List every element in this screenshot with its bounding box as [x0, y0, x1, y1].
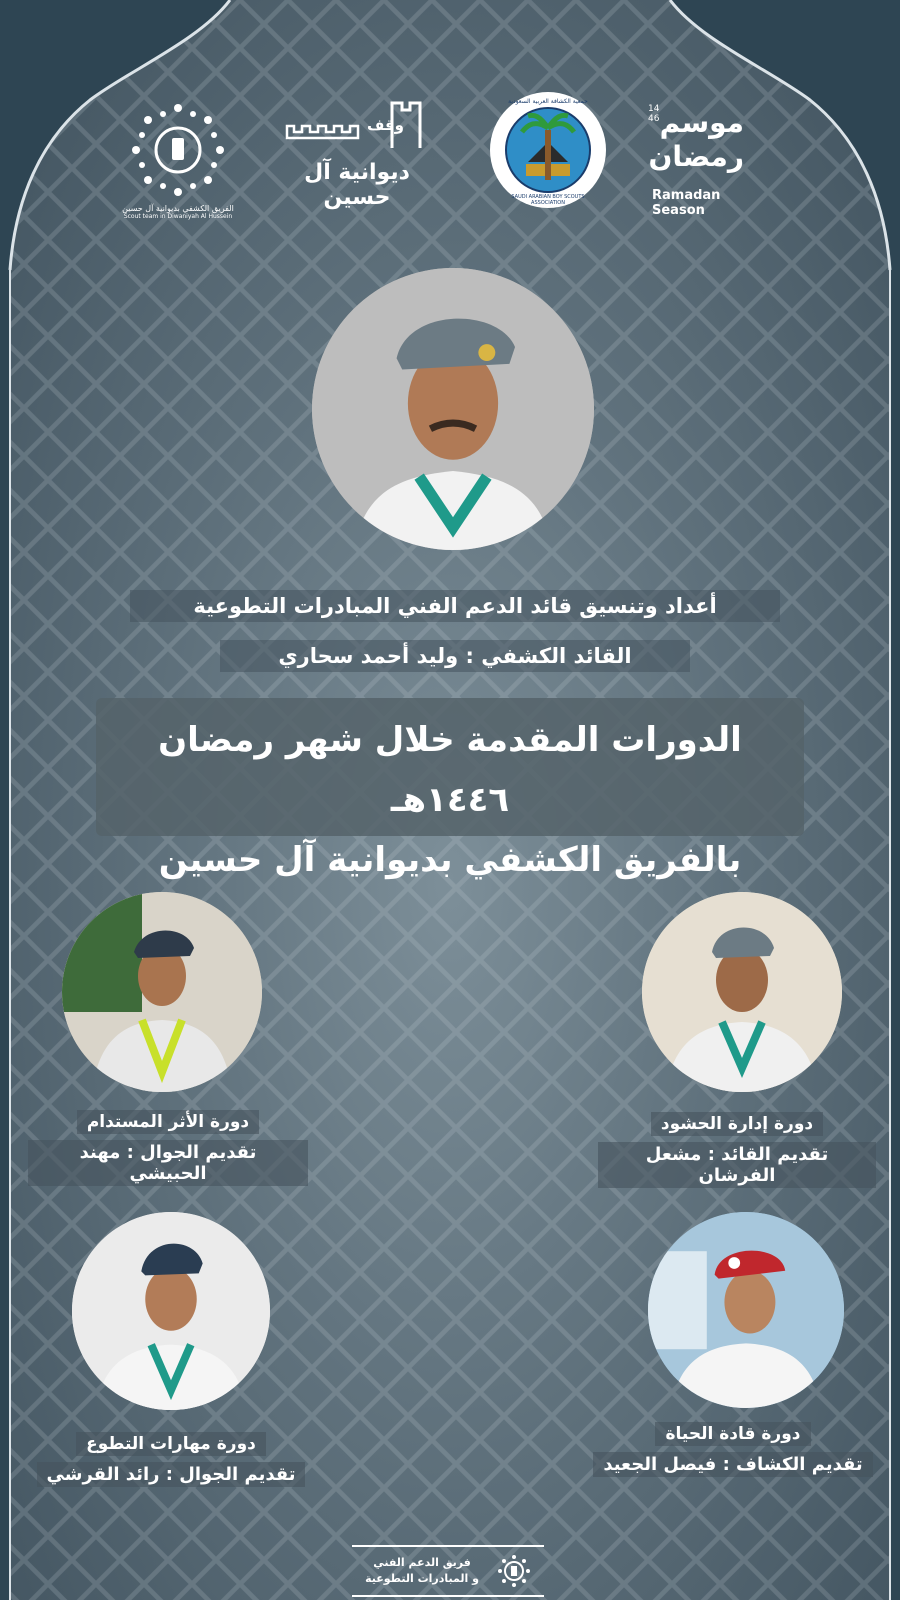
course-3-title: دورة مهارات التطوع [76, 1432, 266, 1456]
waqf-label: وقف [366, 116, 404, 134]
presenter-photo-1 [62, 892, 262, 1092]
footer-line-2: و المبادرات التطوعية [365, 1572, 479, 1585]
waqf-logo [282, 98, 432, 210]
ksa-scouts-name-ar: جمعية الكشافة العربية السعودية [508, 98, 588, 105]
credits-line-1: أعداد وتنسيق قائد الدعم الفني المبادرات التطوعية [130, 590, 780, 622]
footer-emblem-icon [497, 1554, 531, 1588]
palm-tree-emblem-icon [488, 90, 608, 210]
leader-avatar-icon [312, 268, 594, 550]
footer-line-1: فريق الدعم الفني [373, 1556, 471, 1569]
footer-text [365, 1555, 479, 1587]
course-3 [36, 1432, 306, 1487]
presenter-photo-2 [642, 892, 842, 1092]
scout-team-logo [118, 100, 238, 220]
ramadan-season-logo [648, 104, 768, 218]
season-title-en: Ramadan Season [652, 188, 721, 218]
season-title: موسم رمضان [648, 106, 744, 173]
scout-team-name-en: Scout team in Diwaniyah Al Hussein [123, 213, 233, 220]
scout-team-emblem-icon [128, 100, 228, 200]
course-2-presenter: تقديم القائد : مشعل الفرشان [598, 1142, 876, 1188]
presenter-2-avatar-icon [642, 892, 842, 1092]
presenter-4-avatar-icon [648, 1212, 844, 1408]
course-1-presenter: تقديم الجوال : مهند الحبيشي [28, 1140, 308, 1186]
headline-box [96, 698, 804, 880]
presenter-photo-3 [72, 1212, 270, 1410]
castle-icon [282, 98, 432, 158]
scout-team-name-ar: الفريق الكشفي بديوانية آل حسين [122, 204, 234, 213]
course-4-title: دورة قادة الحياة [655, 1422, 810, 1446]
presenter-photo-4 [648, 1212, 844, 1408]
course-3-presenter: تقديم الجوال : رائد القرشي [37, 1462, 306, 1487]
footer-badge [352, 1545, 544, 1597]
headline-line-1: الدورات المقدمة خلال شهر رمضان ١٤٤٦هـ [158, 720, 742, 820]
headline-line-2: بالفريق الكشفي بديوانية آل حسين [158, 840, 742, 880]
course-2-title: دورة إدارة الحشود [651, 1112, 823, 1136]
course-2 [598, 1112, 876, 1188]
ksa-scouts-logo [488, 90, 608, 210]
ksa-scouts-name-en: SAUDI ARABIAN BOY SCOUTS ASSOCIATION [511, 194, 585, 206]
credits-line-2: القائد الكشفي : وليد أحمد سحاري [220, 640, 690, 672]
course-1-title: دورة الأثر المستدام [77, 1110, 259, 1134]
waqf-name: ديوانية آل حسين [304, 160, 410, 210]
course-4 [590, 1422, 876, 1477]
leader-photo [312, 268, 594, 550]
season-year: 14 46 [648, 104, 660, 124]
course-1 [28, 1110, 308, 1186]
course-4-presenter: تقديم الكشاف : فيصل الجعيد [593, 1452, 872, 1477]
presenter-1-avatar-icon [62, 892, 262, 1092]
presenter-3-avatar-icon [72, 1212, 270, 1410]
